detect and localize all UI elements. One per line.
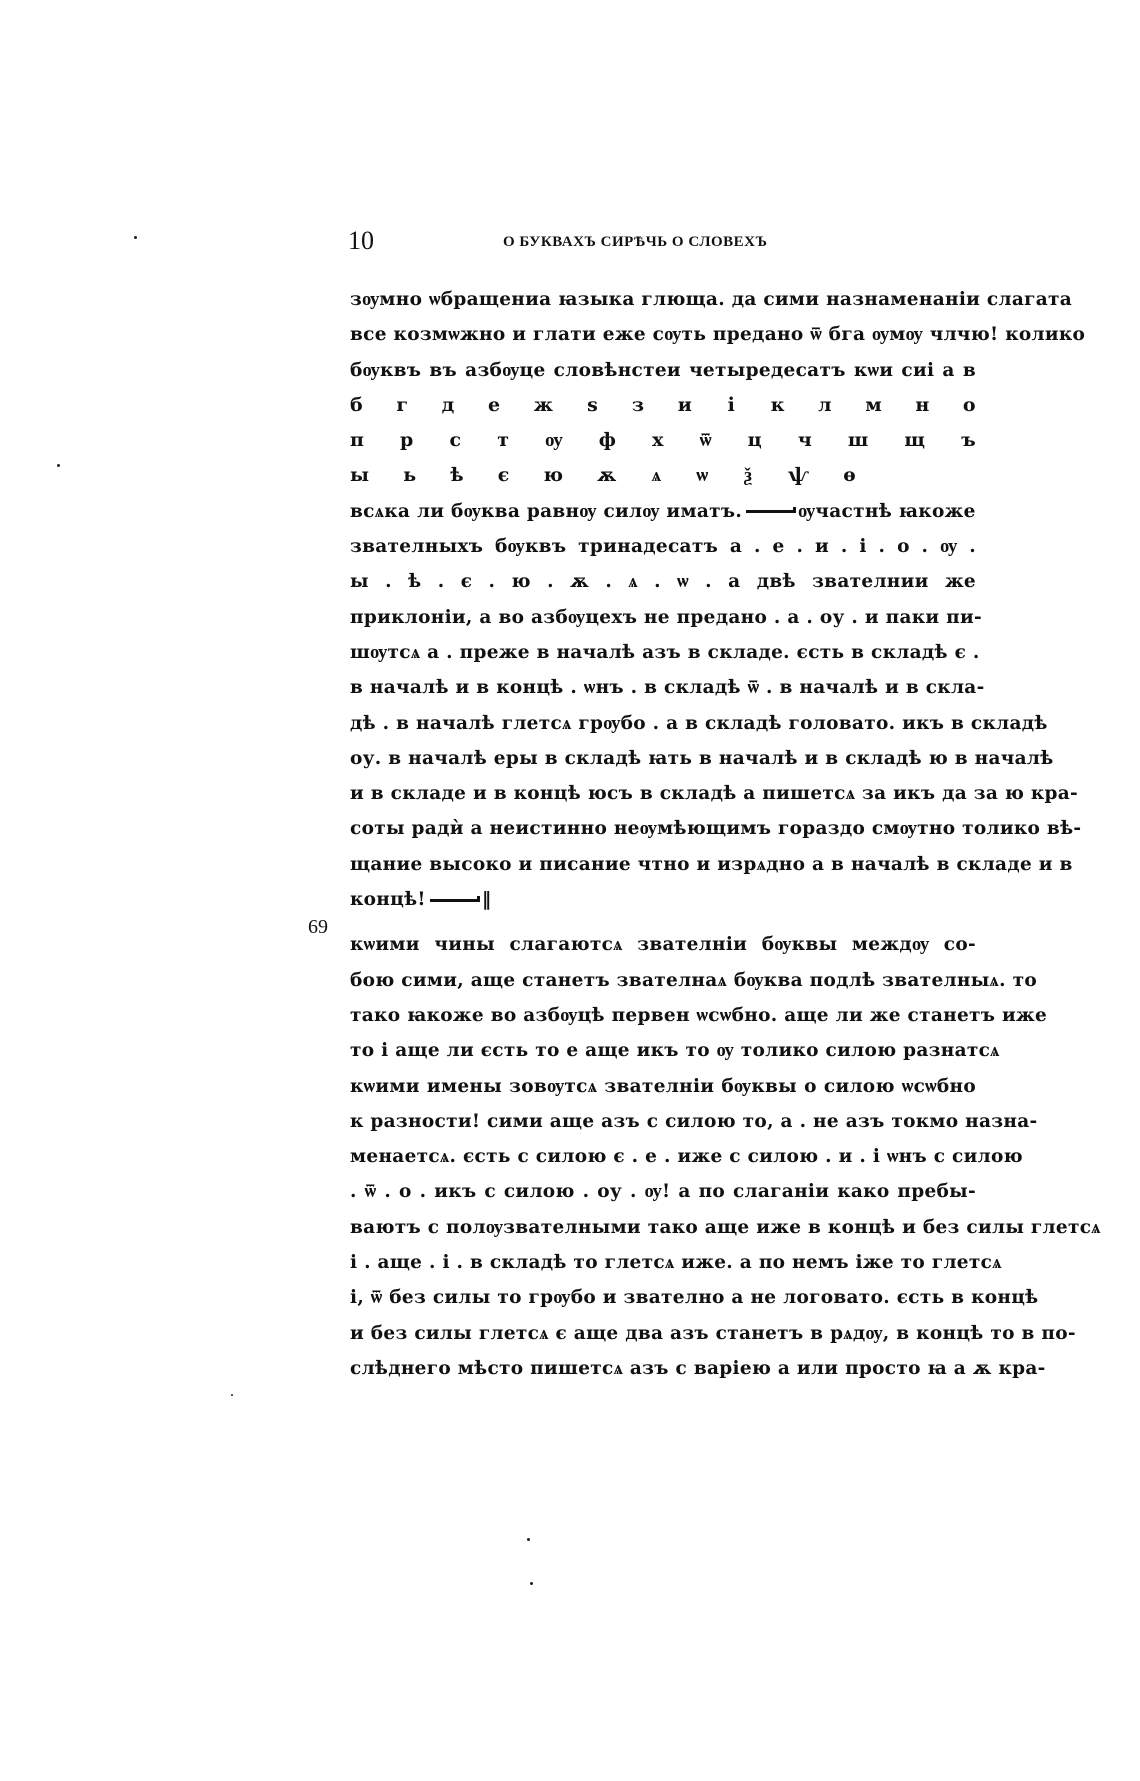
text-line: соты радѝ а неистинно неѹмѣющимъ гораздо смѹтно толико вѣ-	[350, 818, 1082, 840]
alphabet-letter: ь	[403, 464, 417, 487]
alphabet-letter: с	[449, 429, 462, 452]
alphabet-letter: ѹ	[545, 429, 563, 452]
text-fragment: ѹчастнѣ ꙗкоже	[798, 500, 976, 522]
alphabet-letter: о	[962, 393, 976, 416]
alphabet-letter: ш	[847, 429, 869, 452]
text-line: зѹмно ѡбращениа ꙗзыка глюща. да сими назнаменанiи слагата	[350, 289, 1073, 310]
alphabet-letter: п	[350, 429, 365, 452]
alphabet-letter: н	[915, 393, 930, 416]
text-line: і, ѿ без силы то грѹбо и звателно а не логовато. єсть в концѣ	[350, 1287, 1039, 1309]
alphabet-letter: ц	[747, 429, 763, 452]
running-title: О БУКВАХЪ СИРѢЧЬ О СЛОВЕХЪ	[503, 234, 768, 250]
alphabet-letter: ъ	[961, 429, 976, 452]
text-line: и в складе и в концѣ юсъ в складѣ а пишетсѧ за икъ да за ю кра-	[350, 783, 1079, 805]
text-line: все козмѡжно и глати еже сѹть предано ѿ бга ѹмѹ члчю! колико	[350, 324, 1086, 346]
alphabet-letter: ѿ	[699, 429, 712, 452]
text-line	[350, 882, 976, 917]
scan-speck	[57, 464, 60, 467]
text-line: к разности! сими аще азъ с силою то, а . не азъ токмо назна-	[350, 1110, 1038, 1132]
page-header	[348, 226, 988, 266]
alphabet-letter: ѱ	[788, 464, 810, 487]
section-end-mark: ‖	[481, 889, 492, 911]
scan-speck	[231, 1394, 233, 1396]
text-line: и без силы глетсѧ є аще два азъ станетъ в рѧдѹ, в концѣ то в по-	[350, 1322, 1076, 1344]
alphabet-letter: ѕ	[587, 393, 599, 416]
alphabet-letter: д	[441, 393, 455, 416]
alphabet-letter: к	[770, 393, 785, 416]
alphabet-letter: т	[497, 429, 510, 452]
alphabet-letter: б	[350, 393, 363, 416]
alphabet-letter: є	[497, 464, 510, 487]
alphabet-row-3	[350, 458, 976, 493]
text-line: кѡими чины слагаютсѧ звателнiи бѹквы междѹ со-	[350, 934, 976, 956]
text-line: і . аще . і . в складѣ то глетсѧ иже. а по немъ іже то глетсѧ	[350, 1252, 1002, 1274]
alphabet-letter: щ	[904, 429, 926, 452]
alphabet-letter: м	[865, 393, 883, 416]
text-line: то і аще ли єсть то е аще икъ то ѹ толико силою разнатсѧ	[350, 1040, 1000, 1062]
alphabet-letter: ю	[543, 464, 564, 487]
scan-speck	[527, 1538, 530, 1541]
text-line: слѣднего мѣсто пишетсѧ азъ с варiею а или просто ꙗ а ѫ кра-	[350, 1357, 1046, 1379]
text-line: звателныхъ бѹквъ тринадесатъ а . е . и . і . о . ѹ .	[350, 536, 976, 558]
alphabet-letter: и	[677, 393, 693, 416]
text-line: менаетсѧ. єсть с силою є . е . иже с силою . и . і ѡнъ с силою	[350, 1146, 1023, 1168]
body-text	[350, 282, 1101, 1386]
text-line: бою сими, аще станетъ звателнаѧ бѹква подлѣ звателныѧ. то	[350, 969, 1037, 991]
text-fragment: концѣ!	[350, 889, 426, 911]
text-line: шѹтсѧ а . преже в началѣ азъ в складе. єсть в складѣ є .	[350, 641, 980, 663]
alphabet-letter: ѧ	[651, 464, 662, 487]
text-fragment: всѧка ли бѹква равнѹ силѹ иматъ.	[350, 500, 743, 522]
paragraph-number: 69	[308, 916, 328, 938]
alphabet-letter: з	[631, 393, 645, 416]
alphabet-letter: ы	[350, 464, 370, 487]
text-line: щание высоко и писание чтно и изрѧдно а в началѣ в складе и в	[350, 853, 1073, 875]
text-line: кѡими имены зовѹтсѧ звателнiи бѹквы о силою ѡсѡбно	[350, 1075, 976, 1097]
text-line: . ѿ . о . икъ с силою . оу . ѹ! а по слаганiи како пребы-	[350, 1181, 976, 1203]
alphabet-letter: ѡ	[696, 464, 709, 487]
alphabet-row-1	[350, 388, 976, 423]
dash-mark-icon	[430, 899, 478, 902]
alphabet-letter: і	[727, 393, 736, 416]
text-line: приклонiи, а во азбѹцехъ не предано . а . оу . и паки пи-	[350, 606, 983, 628]
alphabet-letter: р	[400, 429, 414, 452]
alphabet-row-2	[350, 423, 976, 458]
alphabet-letter: ѯ	[744, 464, 753, 487]
alphabet-letter: ѳ	[843, 464, 856, 487]
text-line: ы . ѣ . є . ю . ѫ . ѧ . ѡ . а двѣ звателнии же	[350, 571, 976, 593]
alphabet-letter: ѣ	[450, 464, 464, 487]
alphabet-letter: х	[652, 429, 664, 452]
alphabet-letter: г	[396, 393, 409, 416]
scan-speck	[530, 1582, 533, 1585]
text-line: в началѣ и в концѣ . ѡнъ . в складѣ ѿ . в началѣ и в скла-	[350, 677, 985, 699]
text-line	[350, 494, 976, 529]
text-line: дѣ . в началѣ глетсѧ грѹбо . а в складѣ головато. икъ в складѣ	[350, 712, 1048, 734]
text-line: ваютъ с полѹзвателными тако аще иже в концѣ и без силы глетсѧ	[350, 1216, 1101, 1238]
alphabet-letter: ѫ	[597, 464, 617, 487]
page-number: 10	[348, 226, 374, 255]
alphabet-letter: е	[487, 393, 501, 416]
dash-mark-icon	[746, 510, 794, 513]
text-line: оу. в началѣ еры в складѣ ꙗть в началѣ и в складѣ ю в началѣ	[350, 747, 1054, 769]
text-line: бѹквъ въ азбѹце словѣнстеи четыредесатъ кѡи сиi а в	[350, 359, 976, 381]
text-line: тако ꙗкоже во азбѹцѣ первен ѡсѡбно. аще ли же станетъ иже	[350, 1004, 1048, 1026]
alphabet-letter: ф	[598, 429, 617, 452]
alphabet-letter: ж	[533, 393, 554, 416]
alphabet-letter: ч	[797, 429, 813, 452]
alphabet-letter: л	[818, 393, 832, 416]
scan-speck	[134, 236, 137, 239]
